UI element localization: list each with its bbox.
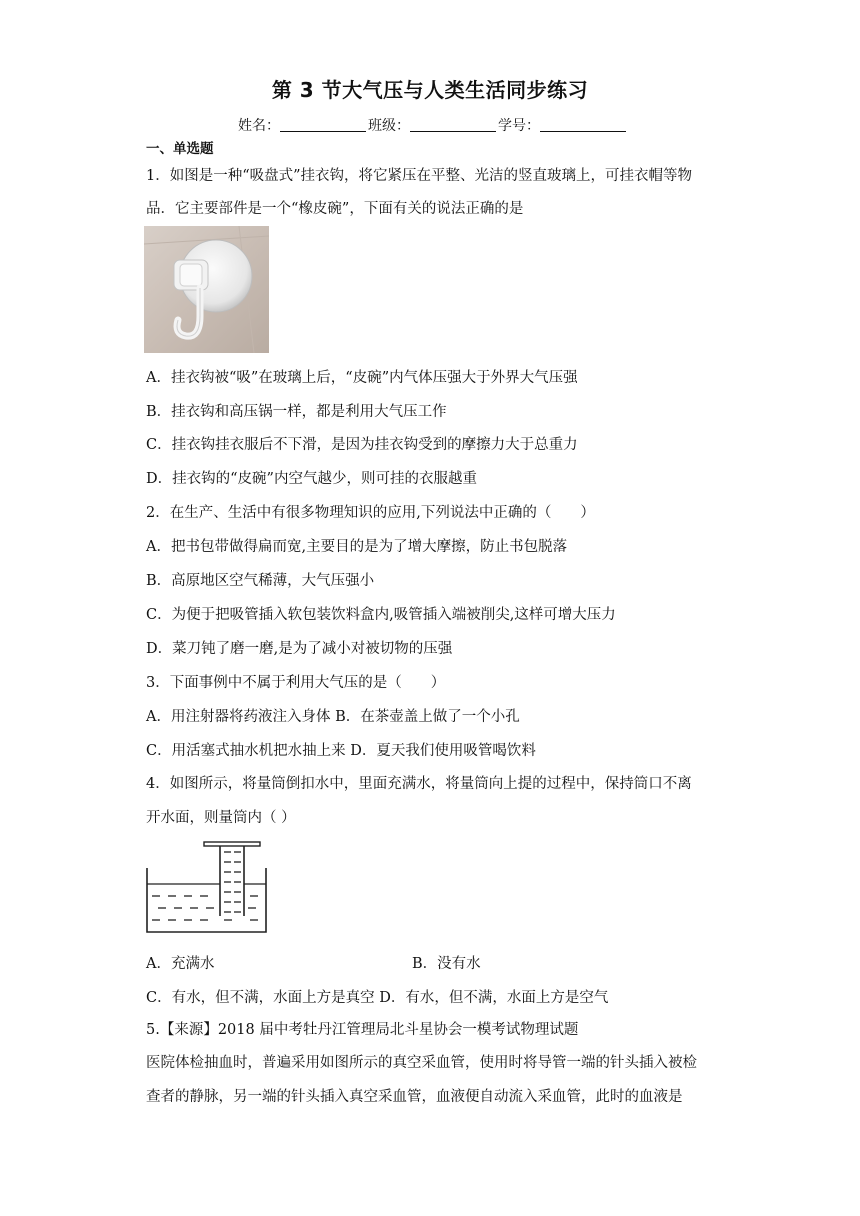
q5-stem-line1: 医院体检抽血时，普遍采用如图所示的真空采血管，使用时将导管一端的针头插入被检 (146, 1055, 697, 1071)
name-label: 姓名： (238, 118, 280, 134)
q4-options-cd: C．有水，但不满，水面上方是真空 D．有水，但不满，水面上方是空气 (146, 990, 609, 1006)
q2-stem: 2．在生产、生活中有很多物理知识的应用,下列说法中正确的（ ） (146, 505, 595, 521)
q4-stem-line2: 开水面，则量筒内（ ） (146, 810, 296, 826)
id-blank[interactable] (540, 117, 626, 132)
q2-option-a: A．把书包带做得扁而宽,主要目的是为了增大摩擦，防止书包脱落 (146, 539, 568, 555)
q3-stem: 3．下面事例中不属于利用大气压的是（ ） (146, 675, 446, 691)
q5-stem-line2: 查者的静脉，另一端的针头插入真空采血管，血液便自动流入采血管，此时的血液是 (146, 1089, 683, 1105)
q1-stem-line2: 品．它主要部件是一个“橡皮碗”，下面有关的说法正确的是 (146, 201, 524, 217)
q5-source: 5.【来源】2018 届中考牡丹江管理局北斗星协会一模考试物理试题 (146, 1022, 579, 1038)
section-heading: 一、单选题 (146, 141, 214, 157)
class-label: 班级： (368, 118, 410, 134)
q3-options-ab: A．用注射器将药液注入身体 B．在茶壶盖上做了一个小孔 (146, 709, 520, 725)
q2-option-b: B．高原地区空气稀薄，大气压强小 (146, 573, 375, 589)
class-blank[interactable] (410, 117, 496, 132)
q1-option-d: D．挂衣钩的“皮碗”内空气越少，则可挂的衣服越重 (146, 471, 477, 487)
q2-option-d: D．菜刀钝了磨一磨,是为了减小对被切物的压强 (146, 641, 453, 657)
name-blank[interactable] (280, 117, 366, 132)
q1-option-a: A．挂衣钩被“吸”在玻璃上后，“皮碗”内气体压强大于外界大气压强 (146, 370, 578, 386)
q2-option-c: C．为便于把吸管插入软包装饮料盒内,吸管插入端被削尖,这样可增大压力 (146, 607, 616, 623)
q1-option-c: C．挂衣钩挂衣服后不下滑，是因为挂衣钩受到的摩擦力大于总重力 (146, 437, 578, 453)
suction-hook-photo (144, 226, 269, 353)
id-label: 学号： (498, 118, 540, 134)
q4-stem-line1: 4．如图所示，将量筒倒扣水中，里面充满水，将量筒向上提的过程中，保持筒口不离 (146, 776, 692, 792)
graduated-cylinder-diagram (144, 838, 269, 936)
q3-options-cd: C．用活塞式抽水机把水抽上来 D．夏天我们使用吸管喝饮料 (146, 743, 536, 759)
q1-stem-line1: 1．如图是一种“吸盘式”挂衣钩，将它紧压在平整、光洁的竖直玻璃上，可挂衣帽等物 (146, 168, 693, 184)
q4-option-a: A．充满水 (146, 956, 215, 972)
q4-option-b: B．没有水 (412, 956, 481, 972)
student-info (238, 115, 628, 135)
page-title: 第 3 节大气压与人类生活同步练习 (271, 78, 589, 102)
q1-option-b: B．挂衣钩和高压锅一样，都是利用大气压工作 (146, 404, 447, 420)
